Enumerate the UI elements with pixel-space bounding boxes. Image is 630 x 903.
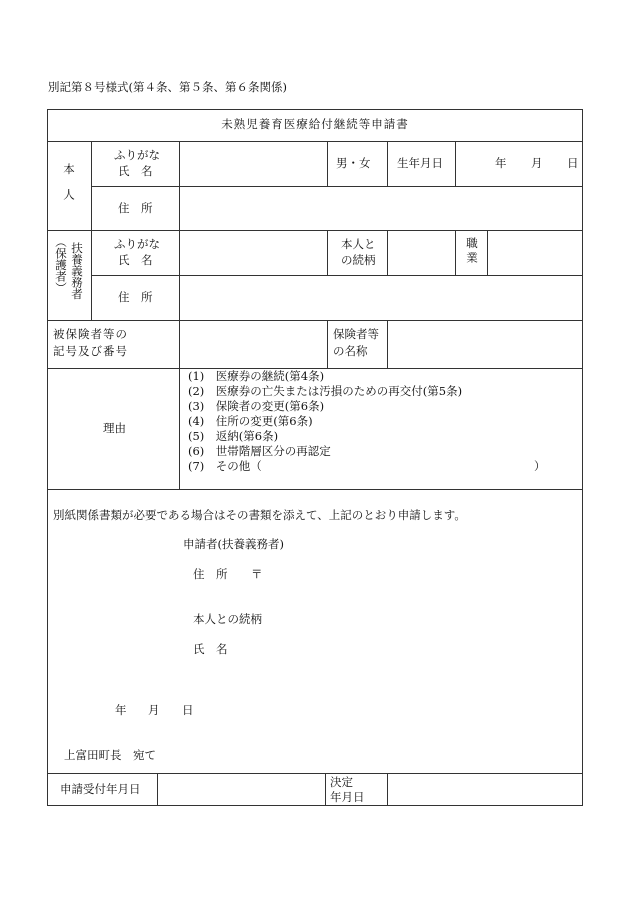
person-address-label: 住 所 xyxy=(118,201,153,215)
person-birth-day-unit: 日 xyxy=(567,156,579,170)
declaration-statement: 別紙関係書類が必要である場合はその書類を添えて、上記のとおり申請します。 xyxy=(53,508,466,522)
guardian-occupation-field[interactable] xyxy=(489,232,581,273)
form-number: 別記第８号様式(第４条、第５条、第６条関係) xyxy=(48,80,287,94)
reason-label: 理由 xyxy=(103,421,126,435)
person-name-label: 氏 名 xyxy=(118,164,153,178)
applicant-relation-label: 本人との続柄 xyxy=(193,612,262,626)
applicant-relation-field[interactable] xyxy=(272,610,562,628)
application-day-unit: 日 xyxy=(182,703,194,717)
form-title: 未熟児養育医療給付継続等申請書 xyxy=(221,117,409,131)
insurer-name-field[interactable] xyxy=(389,322,581,366)
guardian-relation-label-line1: 本人と xyxy=(341,237,376,251)
guardian-address-field[interactable] xyxy=(181,277,581,318)
person-name-field[interactable] xyxy=(181,143,325,184)
reason-option[interactable]: (4) 住所の変更(第6条) xyxy=(188,414,313,428)
decision-date-label-line1: 決定 xyxy=(330,775,353,789)
guardian-occupation-label: 職業 xyxy=(465,237,479,266)
person-address-field[interactable] xyxy=(181,188,581,229)
person-birth-year-unit: 年 xyxy=(495,156,507,170)
addressee: 上富田町長 宛て xyxy=(64,748,156,762)
applicant-address-label: 住 所 xyxy=(193,567,228,581)
postal-mark: 〒 xyxy=(251,567,263,581)
reason-option[interactable]: (2) 医療券の亡失または汚損のための再交付(第5条) xyxy=(188,384,463,398)
person-furigana-label: ふりがな xyxy=(114,148,160,162)
reason-option[interactable]: (3) 保険者の変更(第6条) xyxy=(188,399,325,413)
reason-option-other[interactable]: (7) その他（ xyxy=(188,459,262,473)
insurer-name-label-line1: 保険者等 xyxy=(333,327,379,341)
guardian-name-label: 氏 名 xyxy=(118,253,153,267)
application-year-unit: 年 xyxy=(115,703,127,717)
reason-option[interactable]: (6) 世帯階層区分の再認定 xyxy=(188,444,331,458)
person-section-label: 本人 xyxy=(62,163,76,214)
reason-option[interactable]: (5) 返納(第6条) xyxy=(188,429,279,443)
applicant-name-field[interactable] xyxy=(238,640,558,658)
received-date-field[interactable] xyxy=(159,775,323,803)
person-birthdate-label: 生年月日 xyxy=(397,156,443,170)
guardian-name-field[interactable] xyxy=(181,232,325,273)
reason-option[interactable]: (1) 医療券の継続(第4条) xyxy=(188,369,325,383)
decision-date-field[interactable] xyxy=(389,775,581,803)
guardian-address-label: 住 所 xyxy=(118,290,153,304)
guardian-section-sublabel: （保護者） xyxy=(54,236,68,294)
applicant-label: 申請者(扶養義務者) xyxy=(183,537,284,551)
insurer-name-label-line2: の名称 xyxy=(333,344,368,358)
reason-other-field[interactable] xyxy=(270,459,530,474)
person-birth-month-unit: 月 xyxy=(531,156,543,170)
applicant-address-field[interactable] xyxy=(266,565,566,583)
insured-number-field[interactable] xyxy=(181,322,325,366)
insured-number-label-line1: 被保険者等の xyxy=(53,327,128,341)
guardian-furigana-label: ふりがな xyxy=(114,237,160,251)
insured-number-label-line2: 記号及び番号 xyxy=(53,344,128,358)
guardian-relation-label-line2: の続柄 xyxy=(341,253,376,267)
reason-other-close: ） xyxy=(534,459,546,473)
decision-date-label-line2: 年月日 xyxy=(330,790,365,804)
guardian-section-label: 扶養義務者 xyxy=(70,242,84,300)
applicant-name-label: 氏 名 xyxy=(193,642,228,656)
guardian-relation-field[interactable] xyxy=(389,232,453,273)
application-month-unit: 月 xyxy=(148,703,160,717)
received-date-label: 申請受付年月日 xyxy=(60,782,141,796)
person-sex-selector[interactable]: 男・女 xyxy=(336,156,371,170)
